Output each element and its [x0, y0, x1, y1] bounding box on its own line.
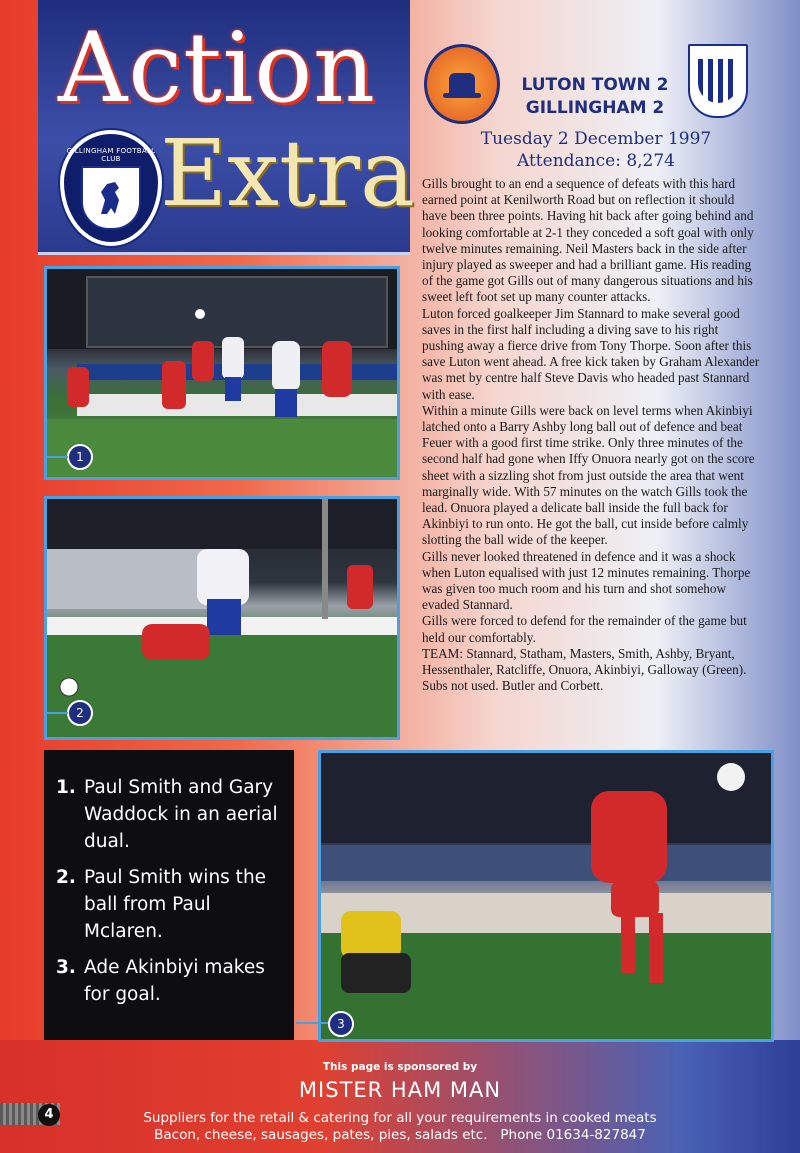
sponsor-intro: This page is sponsored by	[322, 1061, 478, 1073]
page-number: 4	[38, 1104, 60, 1126]
home-score: LUTON TOWN 2	[521, 75, 669, 95]
caption-number: 2.	[56, 867, 76, 888]
photo-number-badge: 1	[67, 444, 93, 470]
match-info	[424, 128, 768, 172]
badge-connector	[296, 1022, 328, 1024]
match-date: Tuesday 2 December 1997	[480, 129, 712, 149]
report-paragraph: Gills brought to an end a sequence of defeats with this hard earned point at Kenilworth Road but on reflection it should have been three points. Having hit back after going behind and looking comfortable at 2-1 they conceded a soft goal with only twelve minutes remaining. Neil Masters back in the side after injury played as sweeper and had a brilliant game. His reading of the game got Gills out of many dangerous situations and his sweet left foot set up many counter attacks.	[422, 176, 754, 305]
report-paragraph: Gills were forced to defend for the remainder of the game but held our comfortably.	[422, 613, 747, 645]
photo-number-badge: 3	[328, 1011, 354, 1037]
report-paragraph: Gills never looked threatened in defence and it was a shock when Luton equalised with just 12 minutes remaining. Thorpe was given too much room and his turn and shot somehow evaded Stannard.	[422, 548, 751, 613]
crest-label: GILLINGHAM FOOTBALL CLUB	[66, 146, 156, 163]
sponsor-name: MISTER HAM MAN	[298, 1078, 502, 1102]
title-action: Action	[58, 12, 376, 124]
caption-number: 3.	[56, 957, 76, 978]
sponsor-description: Suppliers for the retail & catering for all your requirements in cooked meats	[143, 1110, 657, 1126]
match-photo-2	[44, 496, 400, 740]
match-photo-3	[318, 750, 774, 1042]
sponsor-products: Bacon, cheese, sausages, pates, pies, salads etc. Phone 01634-827847	[154, 1127, 646, 1143]
caption-text: Ade Akinbiyi makes for goal.	[84, 957, 265, 1005]
caption-item	[56, 954, 282, 1008]
match-report	[422, 176, 762, 695]
photo-number-badge: 2	[67, 700, 93, 726]
badge-connector	[44, 712, 68, 714]
gillingham-small-crest-icon	[688, 44, 748, 118]
title-extra: Extra	[160, 120, 415, 227]
badge-connector	[44, 456, 68, 458]
gillingham-crest-icon	[60, 130, 162, 246]
match-score	[505, 74, 685, 120]
match-photo-1	[44, 266, 400, 480]
title-block	[38, 0, 415, 255]
caption-text: Paul Smith wins the ball from Paul Mclaren.	[84, 867, 267, 942]
away-score: GILLINGHAM 2	[525, 98, 665, 118]
caption-item	[56, 774, 282, 855]
report-paragraph: Within a minute Gills were back on level terms when Akinbiyi latched onto a Barry Ashby long ball out of defence and beat Feuer with a good first time strike. Only three minutes of the second half had gone when Iffy Onuora nearly got on the score sheet with a sizzling shot from just outside the area that went marginally wide. With 57 minutes on the watch Gills took the lead. Onuora played a delicate ball inside the full back for Akinbiyi to run onto. He got the ball, cut inside before calmly slotting the ball wide of the keeper.	[422, 402, 755, 548]
luton-town-crest-icon	[424, 44, 500, 124]
match-attendance: Attendance: 8,274	[517, 151, 675, 171]
horse-emblem-icon	[81, 166, 141, 230]
caption-number: 1.	[56, 777, 76, 798]
report-paragraph: Luton forced goalkeeper Jim Stannard to make several good saves in the first half including a diving save to his right pushing away a fierce drive from Tony Thorpe. Soon after this save Luton went ahead. A free kick taken by Graham Alexander was met by centre half Steve Davis who headed past Stannard with ease.	[422, 305, 760, 402]
photo-captions	[44, 750, 294, 1040]
caption-text: Paul Smith and Gary Waddock in an aerial dual.	[84, 777, 278, 852]
caption-item	[56, 864, 282, 945]
report-paragraph: TEAM: Stannard, Statham, Masters, Smith, Ashby, Bryant, Hessenthaler, Ratcliffe, Onuora, Akinbiyi, Galloway (Green). Subs not used. Butler and Corbett.	[422, 645, 747, 694]
